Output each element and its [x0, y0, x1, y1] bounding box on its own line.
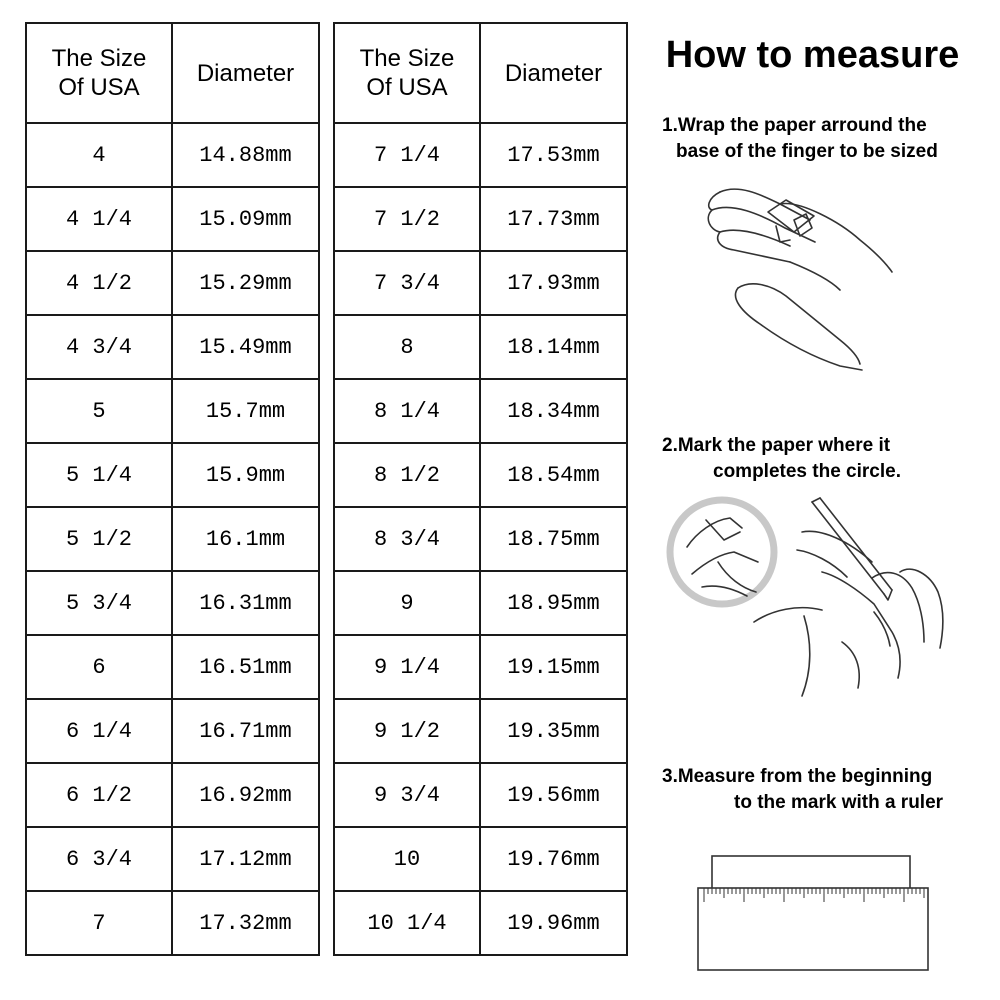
table-row: [26, 379, 319, 443]
ring-size-cell: 7: [26, 891, 172, 955]
table-row: [26, 891, 319, 955]
ring-size-cell: 5 1/2: [26, 507, 172, 571]
diameter-cell: 17.12mm: [172, 827, 319, 891]
ruler-illustration-icon: [690, 850, 940, 975]
diameter-cell: 16.71mm: [172, 699, 319, 763]
ring-size-cell: 5 3/4: [26, 571, 172, 635]
table-row: [334, 507, 627, 571]
ring-size-cell: 9: [334, 571, 480, 635]
size-rows: [334, 123, 627, 955]
diameter-cell: 18.14mm: [480, 315, 627, 379]
diameter-cell: 17.93mm: [480, 251, 627, 315]
table-row: [334, 827, 627, 891]
table-row: [334, 635, 627, 699]
diameter-cell: 18.54mm: [480, 443, 627, 507]
table-row: [26, 443, 319, 507]
hand-mark-illustration-icon: [662, 492, 952, 702]
diameter-cell: 15.49mm: [172, 315, 319, 379]
ring-size-cell: 4 1/4: [26, 187, 172, 251]
diameter-cell: 19.56mm: [480, 763, 627, 827]
ring-size-cell: 10 1/4: [334, 891, 480, 955]
ring-size-cell: 8 1/2: [334, 443, 480, 507]
ring-size-cell: 9 1/4: [334, 635, 480, 699]
diameter-column-header: Diameter: [172, 23, 319, 123]
table-row: [26, 123, 319, 187]
diameter-cell: 18.75mm: [480, 507, 627, 571]
ring-size-cell: 7 1/4: [334, 123, 480, 187]
table-row: [334, 379, 627, 443]
table-row: [334, 699, 627, 763]
diameter-cell: 19.96mm: [480, 891, 627, 955]
step-3-text: 3.Measure from the beginning to the mark with a ruler: [662, 766, 944, 813]
table-row: [26, 699, 319, 763]
table-row: [26, 251, 319, 315]
table-row: [26, 827, 319, 891]
ring-size-cell: 8: [334, 315, 480, 379]
step-2-text: 2.Mark the paper where it completes the circle.: [662, 435, 901, 482]
diameter-cell: 14.88mm: [172, 123, 319, 187]
size-column-header: The Size Of USA: [26, 23, 172, 123]
diameter-cell: 17.53mm: [480, 123, 627, 187]
diameter-cell: 19.35mm: [480, 699, 627, 763]
howto-title: How to measure: [665, 34, 960, 76]
diameter-cell: 16.51mm: [172, 635, 319, 699]
ring-size-cell: 10: [334, 827, 480, 891]
ring-size-cell: 7 3/4: [334, 251, 480, 315]
table-row: [26, 763, 319, 827]
ring-size-cell: 6 1/2: [26, 763, 172, 827]
diameter-cell: 15.9mm: [172, 443, 319, 507]
diameter-cell: 16.1mm: [172, 507, 319, 571]
diameter-cell: 18.95mm: [480, 571, 627, 635]
step-1-text: 1.Wrap the paper arround the base of the finger to be sized: [662, 115, 938, 162]
table-header-row: [26, 23, 319, 123]
diameter-cell: 18.34mm: [480, 379, 627, 443]
table-row: [334, 443, 627, 507]
diameter-cell: 17.32mm: [172, 891, 319, 955]
table-row: [26, 635, 319, 699]
table-row: [334, 891, 627, 955]
ring-size-cell: 8 1/4: [334, 379, 480, 443]
hand-wrap-illustration-icon: [690, 180, 905, 375]
table-row: [334, 571, 627, 635]
ring-size-cell: 4: [26, 123, 172, 187]
diameter-cell: 15.09mm: [172, 187, 319, 251]
ring-size-cell: 9 3/4: [334, 763, 480, 827]
table-row: [26, 507, 319, 571]
ring-size-cell: 4 3/4: [26, 315, 172, 379]
size-rows: [26, 123, 319, 955]
ring-size-cell: 7 1/2: [334, 187, 480, 251]
ring-size-cell: 4 1/2: [26, 251, 172, 315]
table-row: [334, 187, 627, 251]
diameter-cell: 15.7mm: [172, 379, 319, 443]
table-row: [26, 315, 319, 379]
ring-size-cell: 9 1/2: [334, 699, 480, 763]
size-table-left: [25, 22, 320, 956]
diameter-column-header: Diameter: [480, 23, 627, 123]
diameter-cell: 16.31mm: [172, 571, 319, 635]
size-column-header: The Size Of USA: [334, 23, 480, 123]
table-row: [334, 123, 627, 187]
size-table-right: [333, 22, 628, 956]
diameter-cell: 19.15mm: [480, 635, 627, 699]
ring-size-cell: 6: [26, 635, 172, 699]
table-row: [26, 571, 319, 635]
table-row: [334, 763, 627, 827]
table-header-row: [334, 23, 627, 123]
diameter-cell: 15.29mm: [172, 251, 319, 315]
table-row: [334, 315, 627, 379]
diameter-cell: 16.92mm: [172, 763, 319, 827]
table-row: [26, 187, 319, 251]
ring-size-cell: 8 3/4: [334, 507, 480, 571]
diameter-cell: 17.73mm: [480, 187, 627, 251]
table-row: [334, 251, 627, 315]
ring-size-cell: 5 1/4: [26, 443, 172, 507]
ring-size-cell: 6 1/4: [26, 699, 172, 763]
ring-size-cell: 6 3/4: [26, 827, 172, 891]
ring-size-cell: 5: [26, 379, 172, 443]
diameter-cell: 19.76mm: [480, 827, 627, 891]
